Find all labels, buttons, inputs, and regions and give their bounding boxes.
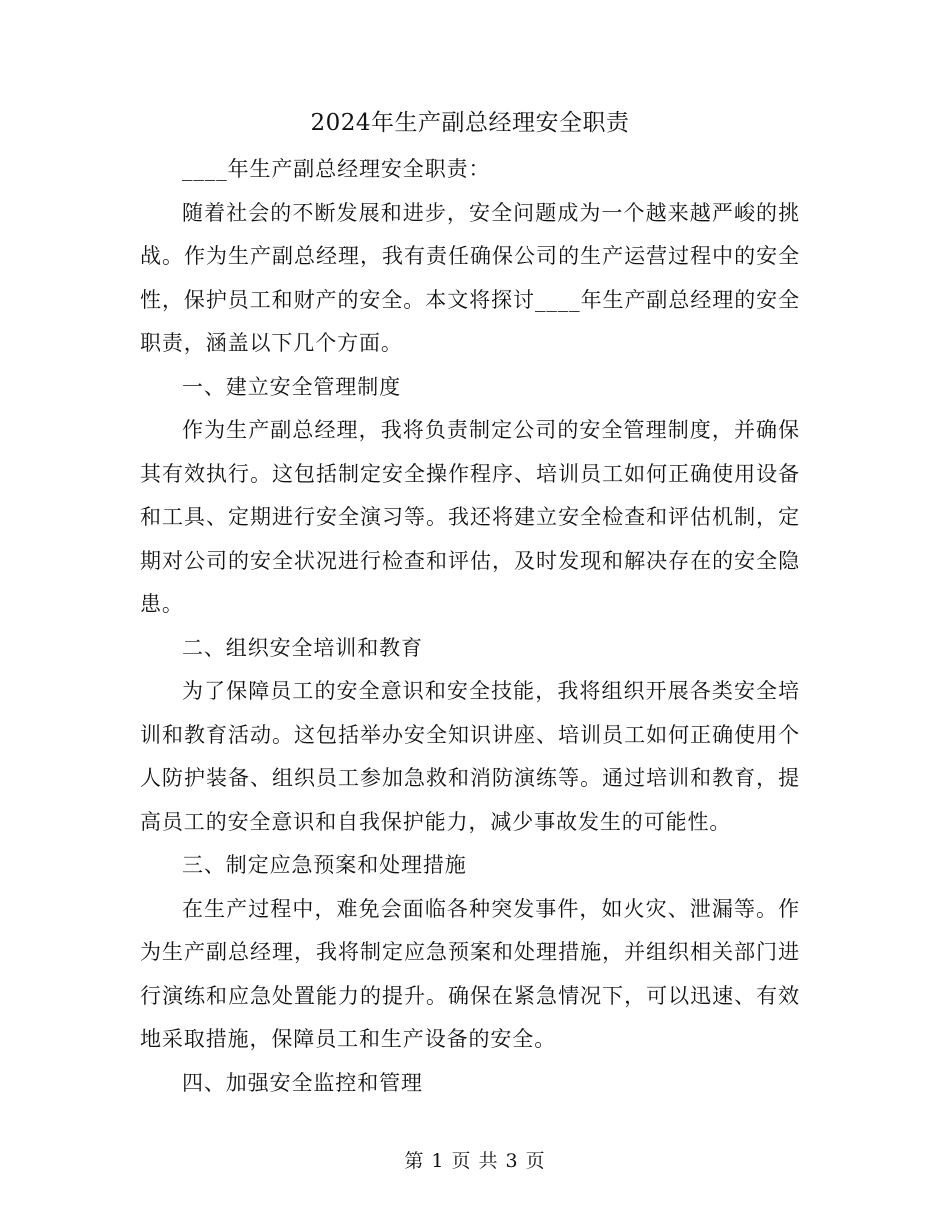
section-heading-2: 二、组织安全培训和教育	[182, 635, 423, 660]
section-heading-4: 四、加强安全监控和管理	[182, 1070, 423, 1095]
section-body-1: 作为生产副总经理，我将负责制定公司的安全管理制度，并确保其有效执行。这包括制定安全操作程序、培训员工如何正确使用设备和工具、定期进行安全演习等。我还将建立安全检查和评估机制，定期对公司的安全状况进行检查和评估，及时发现和解决存在的安全隐患。	[140, 418, 800, 616]
section-body-3: 在生产过程中，难免会面临各种突发事件，如火灾、泄漏等。作为生产副总经理，我将制定应急预案和处理措施，并组织相关部门进行演练和应急处置能力的提升。确保在紧急情况下，可以迅速、有效地采取措施，保障员工和生产设备的安全。	[140, 896, 800, 1051]
section-body-2: 为了保障员工的安全意识和安全技能，我将组织开展各类安全培训和教育活动。这包括举办安全知识讲座、培训员工如何正确使用个人防护装备、组织员工参加急救和消防演练等。通过培训和教育，提高员工的安全意识和自我保护能力，减少事故发生的可能性。	[140, 679, 800, 834]
intro-label: ____年生产副总经理安全职责：	[182, 157, 491, 181]
document-body	[140, 100, 800, 1105]
document-title: 2024年生产副总经理安全职责	[310, 110, 630, 136]
intro-paragraph: 随着社会的不断发展和进步，安全问题成为一个越来越严峻的挑战。作为生产副总经理，我有责任确保公司的生产运营过程中的安全性，保护员工和财产的安全。本文将探讨____年生产副总经理的安全职责，涵盖以下几个方面。	[140, 200, 800, 355]
section-heading-1: 一、建立安全管理制度	[182, 374, 401, 399]
page-indicator: 第 1 页 共 3 页	[404, 1150, 546, 1172]
section-heading-3: 三、制定应急预案和处理措施	[182, 853, 467, 877]
